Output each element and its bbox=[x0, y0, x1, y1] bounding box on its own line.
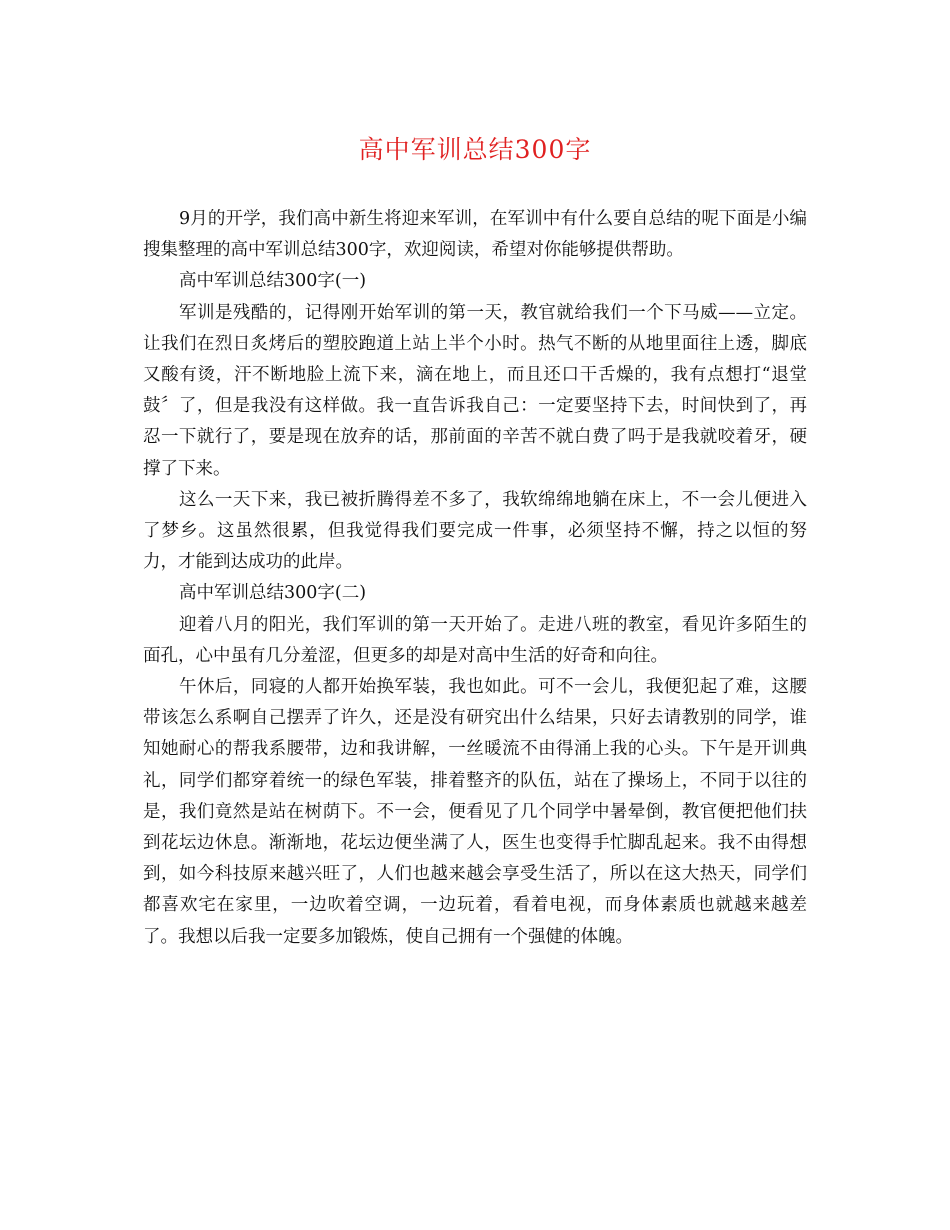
document-body bbox=[143, 204, 807, 953]
section-heading-2: 高中军训总结300字(二) bbox=[179, 583, 367, 604]
section-heading-1: 高中军训总结300字(一) bbox=[179, 271, 367, 292]
paragraph-intro: 9月的开学，我们高中新生将迎来军训，在军训中有什么要自总结的呢下面是小编搜集整理的高中军训总结300字，欢迎阅读，希望对你能够提供帮助。 bbox=[143, 209, 807, 261]
document-title: 高中军训总结300字 bbox=[358, 135, 592, 164]
paragraph-section1-a: 军训是残酷的，记得刚开始军训的第一天，教官就给我们一个下马威——立定。让我们在烈日炙烤后的塑胶跑道上站上半个小时。热气不断的从地里面往上透，脚底又酸有烫，汗不断地脸上流下来，滴在地上，而且还口干舌燥的，我有点想打“退堂鼓〞了，但是我没有这样做。我一直告诉我自己：一定要坚持下去，时间快到了，再忍一下就行了，要是现在放弃的话，那前面的辛苦不就白费了吗于是我就咬着牙，硬撑了下来。 bbox=[143, 302, 807, 479]
paragraph-section1-b: 这么一天下来，我已被折腾得差不多了，我软绵绵地躺在床上，不一会儿便进入了梦乡。这虽然很累，但我觉得我们要完成一件事，必须坚持不懈，持之以恒的努力，才能到达成功的此岸。 bbox=[143, 489, 807, 573]
paragraph-section2-b: 午休后，同寝的人都开始换军装，我也如此。可不一会儿，我便犯起了难，这腰带该怎么系啊自己摆弄了许久，还是没有研究出什么结果，只好去请教别的同学，谁知她耐心的帮我系腰带，边和我讲解，一丝暖流不由得涌上我的心头。下午是开训典礼，同学们都穿着统一的绿色军装，排着整齐的队伍，站在了操场上，不同于以往的是，我们竟然是站在树荫下。不一会，便看见了几个同学中暑晕倒，教官便把他们扶到花坛边休息。渐渐地，花坛边便坐满了人，医生也变得手忙脚乱起来。我不由得想到，如今科技原来越兴旺了，人们也越来越会享受生活了，所以在这大热天，同学们都喜欢宅在家里，一边吹着空调，一边玩着，看着电视，而身体素质也就越来越差了。我想以后我一定要多加锻炼，使自己拥有一个强健的体魄。 bbox=[143, 677, 807, 947]
paragraph-section2-a: 迎着八月的阳光，我们军训的第一天开始了。走进八班的教室，看见许多陌生的面孔，心中虽有几分羞涩，但更多的却是对高中生活的好奇和向往。 bbox=[143, 614, 807, 666]
